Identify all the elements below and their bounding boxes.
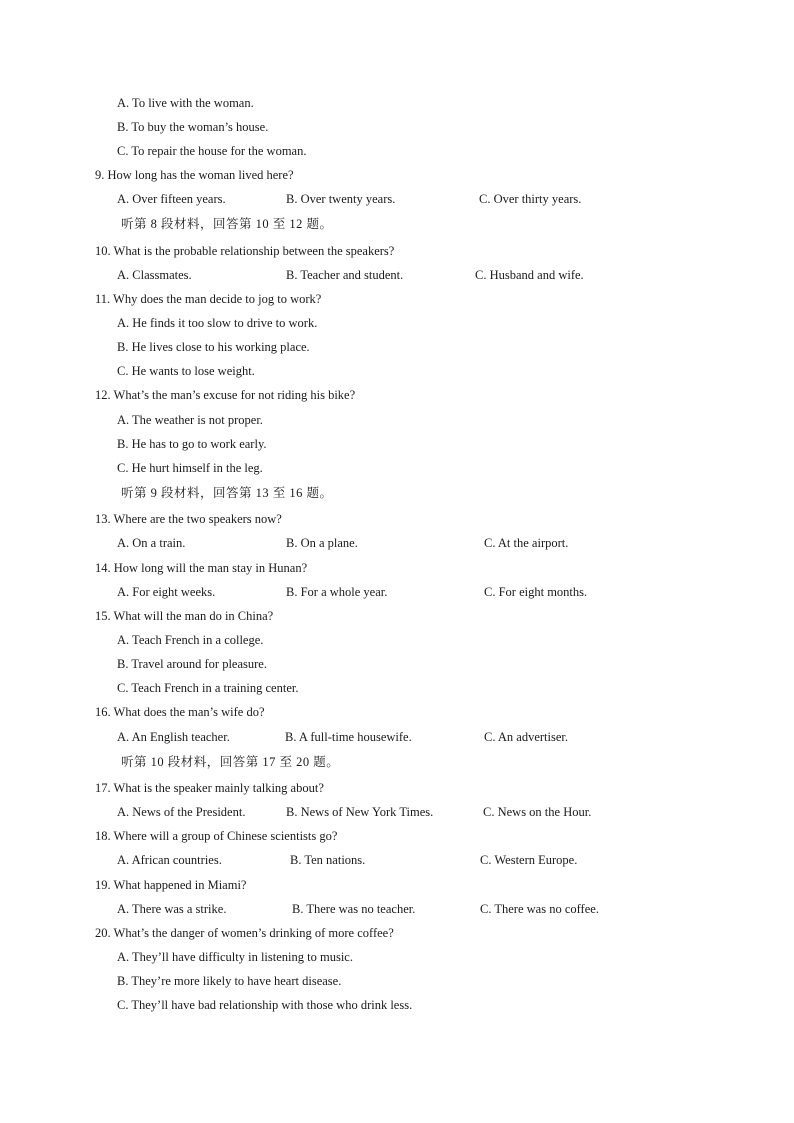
answer-option: B. They’re more likely to have heart disease. [117, 974, 342, 988]
answer-option: C. Over thirty years. [479, 192, 582, 206]
question: 15. What will the man do in China? [95, 609, 274, 623]
answer-option: C. He hurt himself in the leg. [117, 461, 263, 475]
answer-option: C. An advertiser. [484, 730, 569, 744]
answer-option: B. There was no teacher. [292, 902, 416, 916]
answer-option: C. At the airport. [484, 536, 569, 550]
answer-option: B. For a whole year. [286, 585, 388, 599]
answer-option: C. He wants to lose weight. [117, 364, 255, 378]
question: 17. What is the speaker mainly talking about? [95, 781, 324, 795]
answer-option: A. Teach French in a college. [117, 633, 264, 647]
answer-option: B. To buy the woman’s house. [117, 120, 269, 134]
answer-option: B. Over twenty years. [286, 192, 396, 206]
answer-option: A. There was a strike. [117, 902, 227, 916]
question: 9. How long has the woman lived here? [95, 168, 294, 182]
answer-option: A. For eight weeks. [117, 585, 216, 599]
answer-option: B. He has to go to work early. [117, 437, 267, 451]
answer-option: A. African countries. [117, 853, 222, 867]
answer-option: A. He finds it too slow to drive to work. [117, 316, 318, 330]
answer-option: C. Teach French in a training center. [117, 681, 299, 695]
answer-option: B. News of New York Times. [286, 805, 434, 819]
answer-option: B. Travel around for pleasure. [117, 657, 267, 671]
answer-option: B. He lives close to his working place. [117, 340, 310, 354]
question: 12. What’s the man’s excuse for not riding his bike? [95, 388, 356, 402]
question: 19. What happened in Miami? [95, 878, 247, 892]
answer-option: A. To live with the woman. [117, 96, 254, 110]
answer-option: B. Teacher and student. [286, 268, 404, 282]
answer-option: B. On a plane. [286, 536, 358, 550]
answer-option: C. For eight months. [484, 585, 588, 599]
answer-option: C. News on the Hour. [483, 805, 592, 819]
answer-option: C. To repair the house for the woman. [117, 144, 307, 158]
answer-option: C. There was no coffee. [480, 902, 599, 916]
question: 11. Why does the man decide to jog to work? [95, 292, 322, 306]
answer-option: A. News of the President. [117, 805, 246, 819]
answer-option: A. They’ll have difficulty in listening to music. [117, 950, 353, 964]
section-instruction: 听第 10 段材料，回答第 17 至 20 题。 [121, 755, 340, 769]
answer-option: B. Ten nations. [290, 853, 366, 867]
answer-option: A. An English teacher. [117, 730, 230, 744]
answer-option: A. On a train. [117, 536, 186, 550]
section-instruction: 听第 9 段材料，回答第 13 至 16 题。 [121, 486, 333, 500]
answer-option: A. Classmates. [117, 268, 192, 282]
answer-option: A. The weather is not proper. [117, 413, 263, 427]
answer-option: B. A full-time housewife. [285, 730, 412, 744]
question: 10. What is the probable relationship between the speakers? [95, 244, 395, 258]
section-instruction: 听第 8 段材料，回答第 10 至 12 题。 [121, 217, 333, 231]
answer-option: C. Husband and wife. [475, 268, 584, 282]
question: 14. How long will the man stay in Hunan? [95, 561, 308, 575]
question: 16. What does the man’s wife do? [95, 705, 265, 719]
answer-option: C. Western Europe. [480, 853, 578, 867]
question: 18. Where will a group of Chinese scientists go? [95, 829, 338, 843]
question: 13. Where are the two speakers now? [95, 512, 282, 526]
answer-option: C. They’ll have bad relationship with those who drink less. [117, 998, 413, 1012]
question: 20. What’s the danger of women’s drinking of more coffee? [95, 926, 394, 940]
answer-option: A. Over fifteen years. [117, 192, 226, 206]
